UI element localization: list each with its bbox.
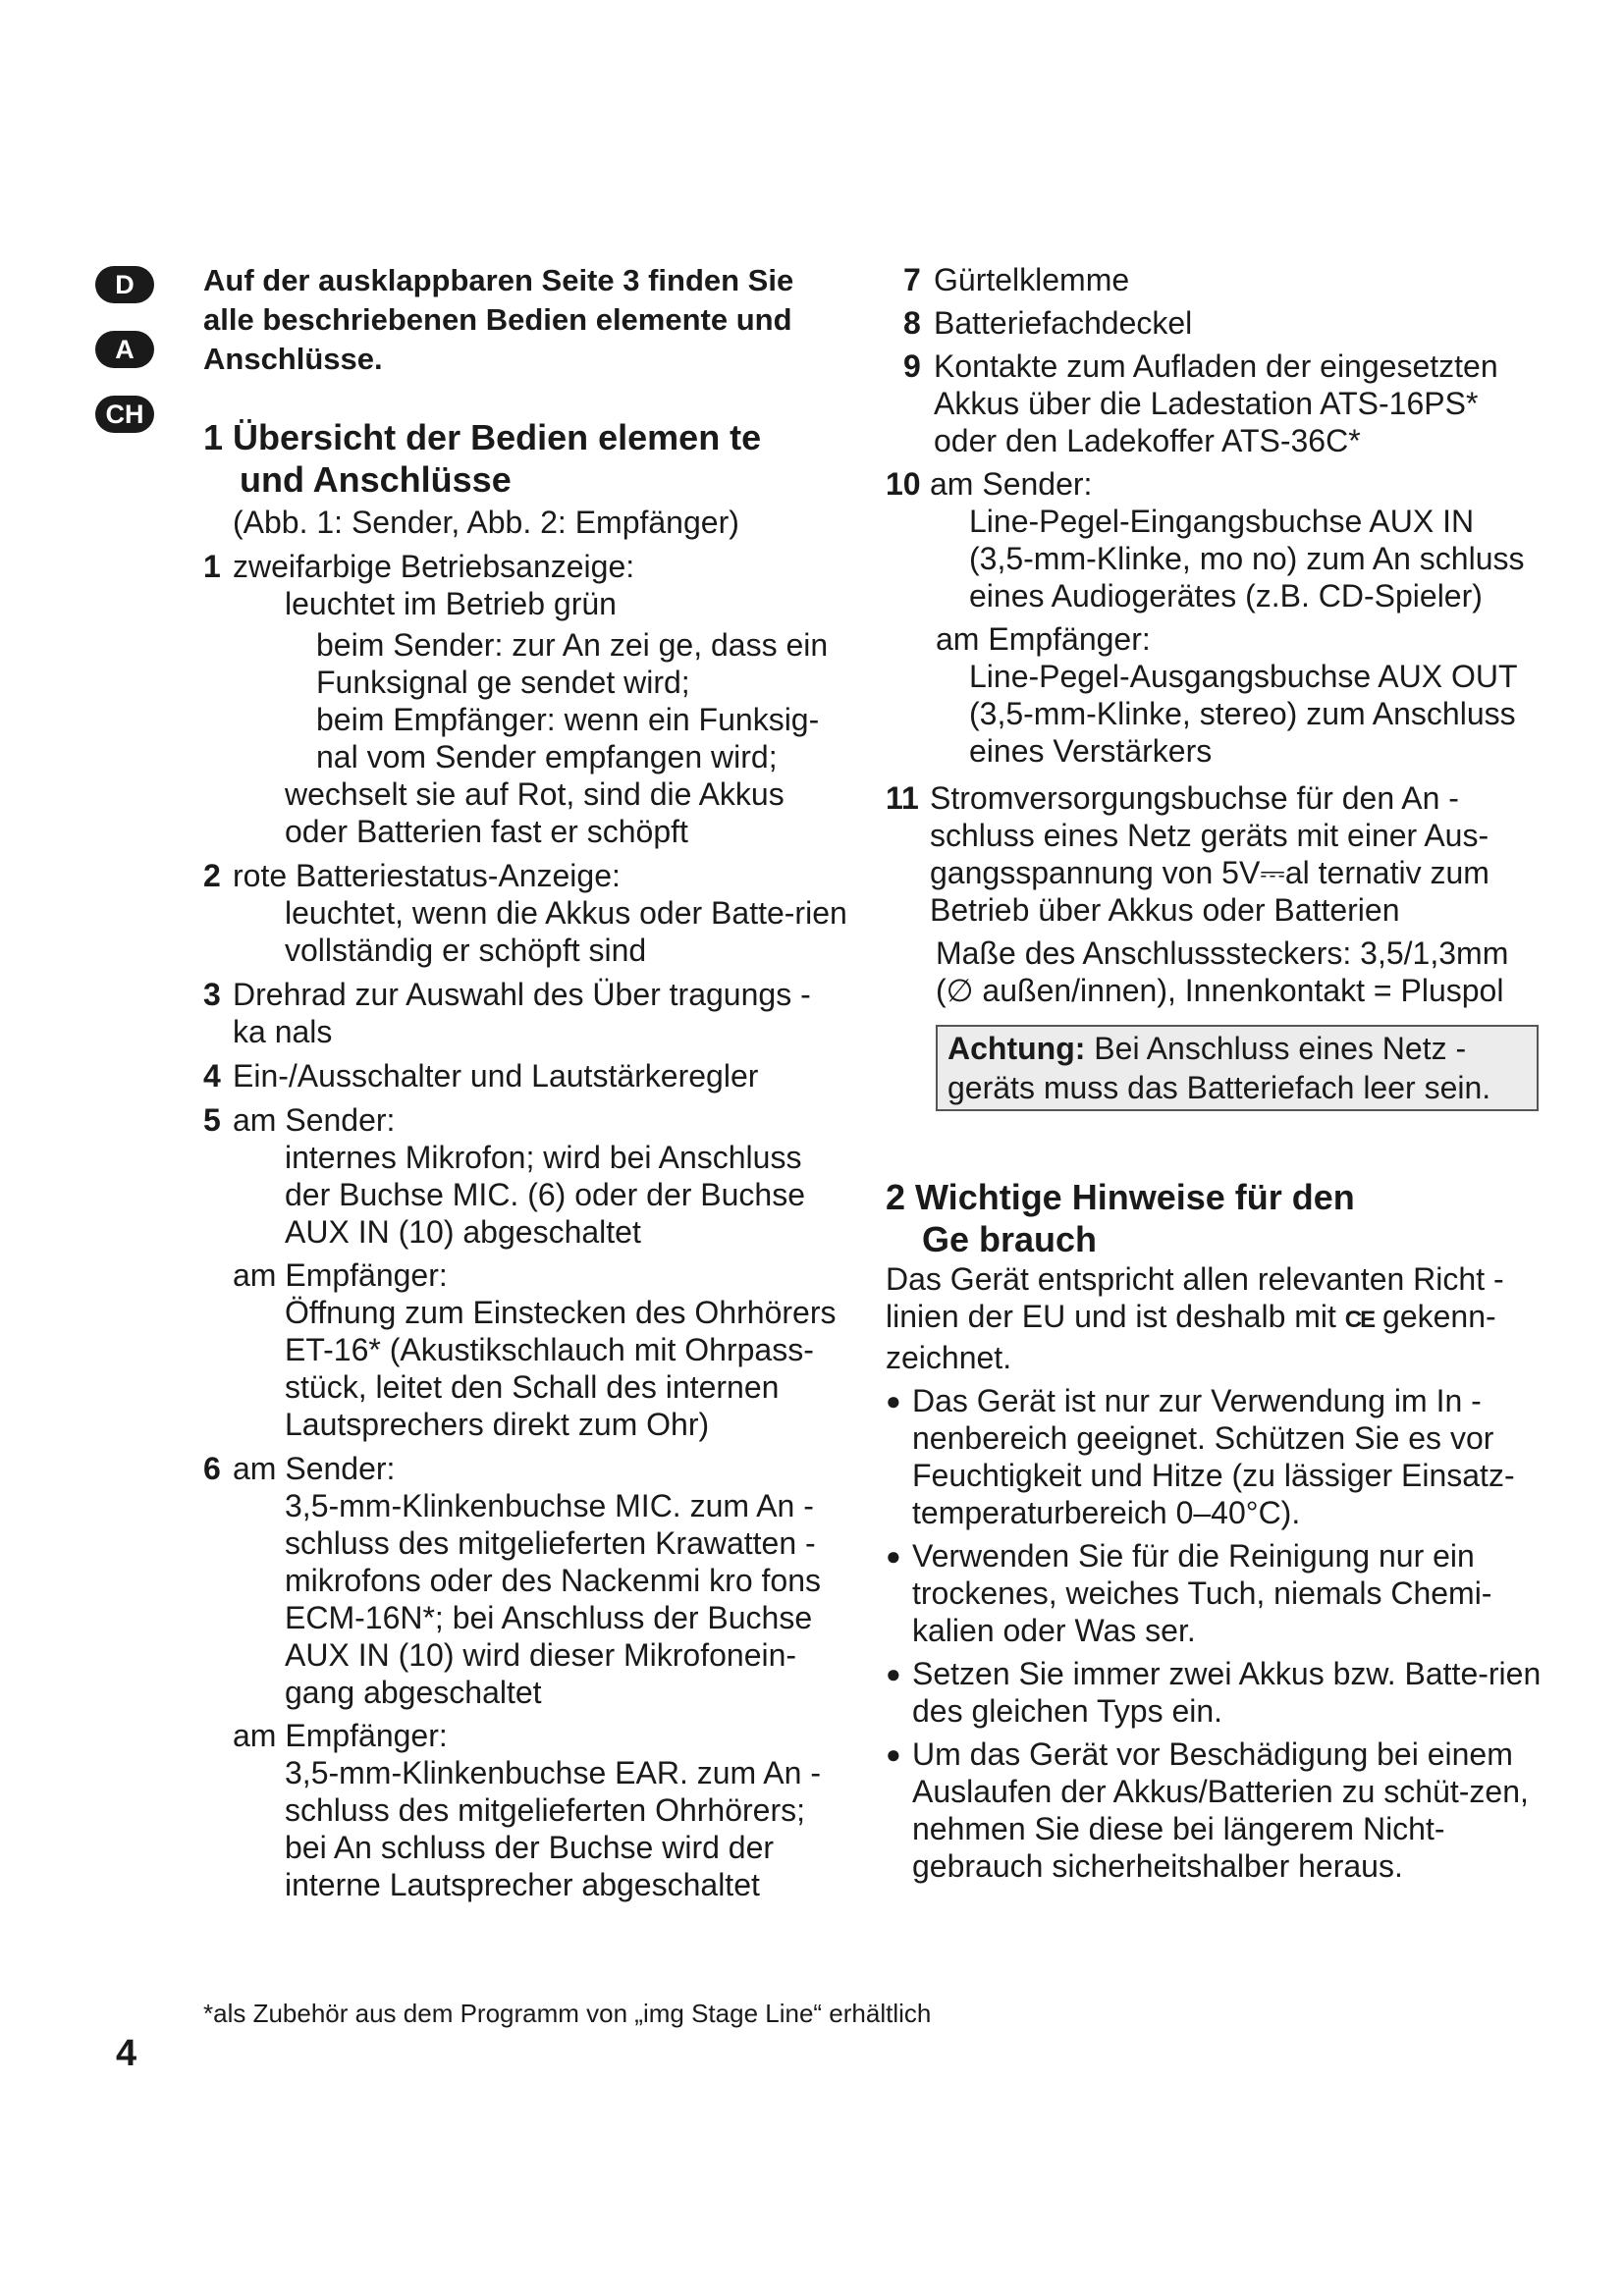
- warning-label: Achtung:: [947, 1031, 1086, 1066]
- bullet-item: [886, 1382, 1543, 1531]
- right-column: [886, 261, 1543, 1885]
- bullet-icon: ●: [886, 1659, 901, 1688]
- item-11-line: Maße des Anschlusssteckers: 3,5/1,3mm (∅ außen/innen), Innenkontakt = Pluspol: [936, 935, 1509, 1008]
- item-2-line: leuchtet, wenn die Akkus oder Batte-rien vollständig er schöpft sind: [285, 895, 847, 968]
- item-1: [203, 548, 851, 585]
- item-6-line: 3,5-mm-Klinkenbuchse EAR. zum An - schluss des mitgelieferten Ohrhörers; bei An schluss der Buchse wird der interne Lautsprecher abgeschaltet: [285, 1755, 821, 1902]
- item-4: [203, 1057, 851, 1095]
- left-column: [203, 261, 851, 1903]
- section-2-paragraph: [886, 1260, 1543, 1376]
- item-heading: rote Batteriestatus-Anzeige:: [233, 858, 621, 893]
- section-1-title-cont: und Anschlüsse: [240, 459, 512, 500]
- item-heading: Drehrad zur Auswahl des Über tragungs - ka nals: [233, 977, 811, 1049]
- item-1-line: beim Empfänger: wenn ein Funksig-nal vom Sender empfangen wird;: [316, 702, 820, 774]
- item-1-line: wechselt sie auf Rot, sind die Akkus oder Batterien fast er schöpft: [285, 776, 785, 849]
- item-number: 2: [203, 858, 221, 893]
- item-heading: Gürtelklemme: [934, 262, 1130, 297]
- item-10: [886, 465, 1543, 503]
- item-number: 11: [886, 780, 919, 816]
- item-2: [203, 857, 851, 894]
- page-number: 4: [116, 2033, 137, 2074]
- bullet-item: [886, 1735, 1543, 1885]
- item-heading: am Sender:: [233, 1451, 396, 1486]
- item-5-line: internes Mikrofon; wird bei Anschluss der Buchse MIC. (6) oder der Buchse AUX IN (10) abgeschaltet: [285, 1140, 806, 1250]
- item-number: 6: [203, 1451, 221, 1486]
- warning-text: Bei Anschluss eines Netz - geräts muss das Batteriefach leer sein.: [947, 1031, 1491, 1105]
- item-1-line: beim Sender: zur An zei ge, dass ein Funksignal ge sendet wird;: [316, 627, 829, 700]
- bullet-icon: ●: [886, 1386, 901, 1415]
- item-number: 3: [203, 977, 221, 1012]
- item-5-line: Öffnung zum Einstecken des Ohrhörers ET-16* (Akustikschlauch mit Ohrpass-stück, leitet den Schall des internen Lautsprechers direkt zum Ohr): [285, 1295, 837, 1442]
- item-heading: Kontakte zum Aufladen der eingesetzten Akkus über die Ladestation ATS-16PS* oder den Ladekoffer ATS-36C*: [934, 348, 1498, 458]
- item-heading: am Sender:: [233, 1102, 396, 1138]
- item-6-line: am Empfänger:: [233, 1718, 448, 1753]
- item-number: 8: [903, 305, 921, 341]
- section-1-title: 1 Übersicht der Bedien elemen te: [203, 417, 762, 457]
- section-1-subtitle: (Abb. 1: Sender, Abb. 2: Empfänger): [233, 505, 739, 540]
- country-badge-ch: CH: [95, 396, 154, 433]
- item-10-line: Line-Pegel-Ausgangsbuchse AUX OUT (3,5-mm-Klinke, stereo) zum Anschluss eines Verstärkers: [969, 659, 1517, 769]
- dc-symbol: ⎓: [1260, 855, 1285, 890]
- item-5-line: am Empfänger:: [233, 1257, 448, 1293]
- item-11-text: Stromversorgungsbuchse für den An - schluss eines Netz geräts mit einer Aus-gangsspannung von 5V: [930, 780, 1489, 890]
- ce-mark-icon: CE: [1344, 1307, 1375, 1333]
- item-heading: Ein-/Ausschalter und Lautstärkeregler: [233, 1058, 759, 1094]
- bullet-icon: ●: [886, 1739, 901, 1769]
- item-number: 5: [203, 1102, 221, 1138]
- paragraph-text: Das Gerät entspricht allen relevanten Richt - linien der EU und ist deshalb mit: [886, 1261, 1504, 1334]
- item-number: 1: [203, 549, 221, 584]
- item-number: 7: [903, 262, 921, 297]
- country-badge-a: A: [95, 331, 154, 368]
- country-badge-d: D: [95, 266, 154, 303]
- item-heading: am Sender:: [930, 466, 1093, 502]
- section-2-title-cont: Ge brauch: [922, 1219, 1098, 1259]
- item-heading: [930, 779, 1543, 929]
- item-3: [203, 976, 851, 1050]
- bullet-text: Das Gerät ist nur zur Verwendung im In - nenbereich geeignet. Schützen Sie es vor Feuchtigkeit und Hitze (zu lässiger Einsatz-temperaturbereich 0–40°C).: [912, 1383, 1515, 1530]
- item-9: [886, 347, 1543, 459]
- intro-text: Auf der ausklappbaren Seite 3 finden Sie alle beschriebenen Bedien elemente und Anschlüsse.: [203, 263, 794, 376]
- item-6-line: 3,5-mm-Klinkenbuchse MIC. zum An - schluss des mitgelieferten Krawatten - mikrofons oder des Nackenmi kro fons ECM-16N*; bei Anschluss der Buchse AUX IN (10) wird dieser Mikrofonein-gang abgeschaltet: [285, 1488, 821, 1710]
- item-number: 4: [203, 1058, 221, 1094]
- bullet-text: Setzen Sie immer zwei Akkus bzw. Batte-rien des gleichen Typs ein.: [912, 1656, 1542, 1729]
- paragraph-text: gekenn-zeichnet.: [886, 1299, 1496, 1375]
- item-7: [886, 261, 1543, 298]
- item-number: 9: [903, 348, 921, 384]
- item-6: [203, 1450, 851, 1487]
- item-8: [886, 304, 1543, 342]
- item-11-text: al ternativ zum Betrieb über Akkus oder Batterien: [930, 855, 1489, 928]
- item-heading: Batteriefachdeckel: [934, 305, 1193, 341]
- warning-box: [936, 1025, 1539, 1111]
- bullet-icon: ●: [886, 1541, 901, 1571]
- bullet-item: [886, 1655, 1543, 1730]
- item-10-line: am Empfänger:: [936, 621, 1151, 657]
- bullet-item: [886, 1537, 1543, 1649]
- item-11: [886, 779, 1543, 929]
- item-10-line: Line-Pegel-Eingangsbuchse AUX IN (3,5-mm-Klinke, mo no) zum An schluss eines Audiogerätes (z.B. CD-Spieler): [969, 504, 1525, 614]
- section-2-title: 2 Wichtige Hinweise für den: [886, 1177, 1355, 1217]
- item-heading: zweifarbige Betriebsanzeige:: [233, 549, 635, 584]
- footnote: *als Zubehör aus dem Programm von „img Stage Line“ erhältlich: [203, 1999, 932, 2028]
- item-5: [203, 1101, 851, 1139]
- bullet-text: Um das Gerät vor Beschädigung bei einem Auslaufen der Akkus/Batterien zu schüt-zen, nehmen Sie diese bei längerem Nicht-gebrauch sicherheitshalber heraus.: [912, 1736, 1529, 1884]
- item-1-line: leuchtet im Betrieb grün: [285, 586, 617, 621]
- item-number: 10: [886, 466, 921, 502]
- bullet-text: Verwenden Sie für die Reinigung nur ein trockenes, weiches Tuch, niemals Chemi-kalien oder Was ser.: [912, 1538, 1492, 1648]
